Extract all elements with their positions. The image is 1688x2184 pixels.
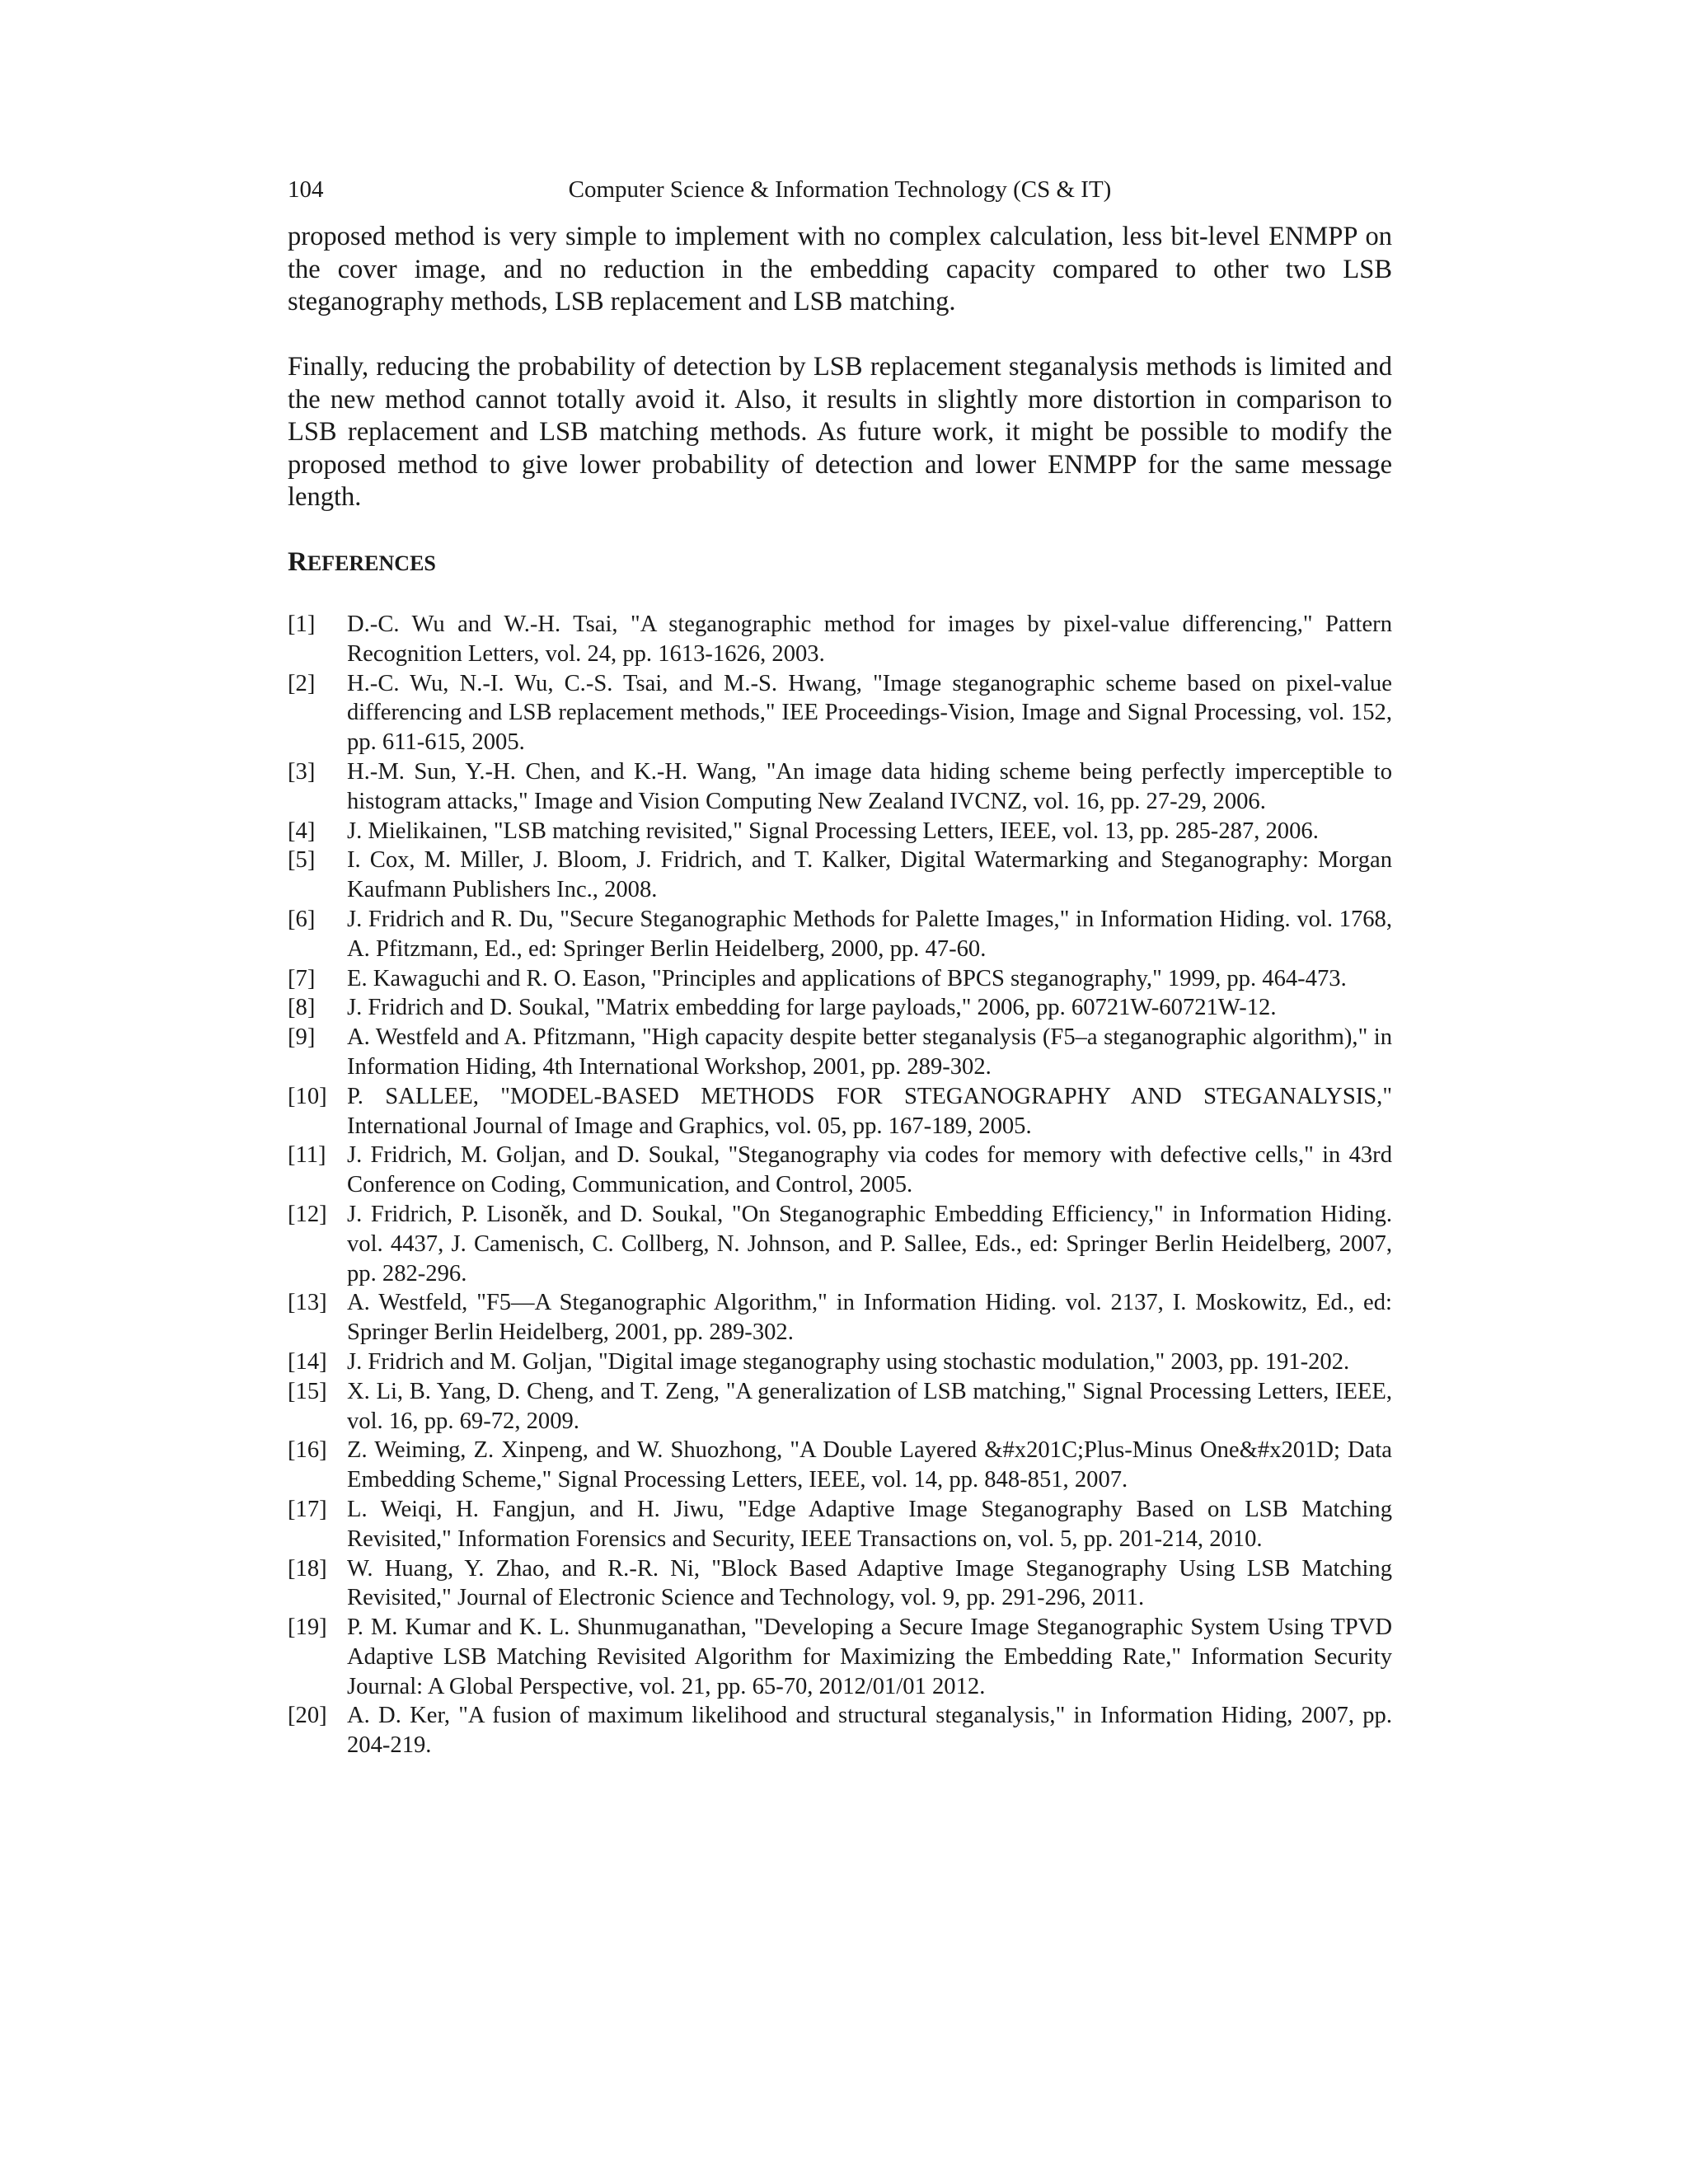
reference-text: A. Westfeld, "F5—A Steganographic Algorithm," in Information Hiding. vol. 2137, I. Moskowitz, Ed., ed: Springer Berlin Heidelberg, 2001, pp. 289-302. bbox=[347, 1290, 1392, 1346]
body-paragraph: proposed method is very simple to implement with no complex calculation, less bit-level ENMPP on the cover image, and no reduction in the embedding capacity compared to other two LSB steganography methods, LSB replacement and LSB matching. bbox=[288, 222, 1392, 316]
reference-text: W. Huang, Y. Zhao, and R.-R. Ni, "Block Based Adaptive Image Steganography Using LSB Matching Revisited," Journal of Electronic Science and Technology, vol. 9, pp. 291-296, 2011. bbox=[347, 1555, 1392, 1611]
body-paragraph: Finally, reducing the probability of detection by LSB replacement steganalysis methods is limited and the new method cannot totally avoid it. Also, it results in slightly more distortion in comparison to LSB replacement and LSB matching methods. As future work, it might be possible to modify the proposed method to give lower probability of detection and lower ENMPP for the same message length. bbox=[288, 352, 1392, 512]
reference-text: A. D. Ker, "A fusion of maximum likelihood and structural steganalysis," in Information Hiding, 2007, pp. 204-219. bbox=[347, 1703, 1392, 1759]
reference-item bbox=[288, 1141, 1392, 1200]
reference-item bbox=[288, 1377, 1392, 1436]
references-heading bbox=[288, 544, 436, 582]
running-title: Computer Science & Information Technology (CS & IT) bbox=[568, 176, 1112, 203]
reference-item bbox=[288, 817, 1392, 846]
reference-item bbox=[288, 757, 1392, 817]
reference-item bbox=[288, 1200, 1392, 1288]
reference-number: [3] bbox=[288, 758, 316, 785]
reference-text: J. Fridrich, P. Lisoněk, and D. Soukal, "On Steganographic Embedding Efficiency," in Information Hiding. vol. 4437, J. Camenisch, C. Collberg, N. Johnson, and P. Sallee, Eds., ed: Springer Berlin Heidelberg, 2007, pp. 282-296. bbox=[347, 1201, 1392, 1286]
reference-text: Z. Weiming, Z. Xinpeng, and W. Shuozhong, "A Double Layered &#x201C;Plus-Minus One&#x201D; Data Embedding Scheme," Signal Processing Letters, IEEE, vol. 14, pp. 848-851, 2007. bbox=[347, 1437, 1392, 1493]
reference-number: [5] bbox=[288, 847, 316, 874]
reference-item bbox=[288, 1288, 1392, 1347]
reference-text: J. Fridrich, M. Goljan, and D. Soukal, "Steganography via codes for memory with defective cells," in 43rd Conference on Coding, Communication, and Control, 2005. bbox=[347, 1142, 1392, 1198]
reference-item bbox=[288, 964, 1392, 994]
reference-item bbox=[288, 1613, 1392, 1701]
reference-number: [6] bbox=[288, 906, 316, 932]
reference-text: J. Fridrich and D. Soukal, "Matrix embedding for large payloads," 2006, pp. 60721W-60721W-12. bbox=[347, 995, 1277, 1021]
reference-number: [17] bbox=[288, 1496, 327, 1522]
reference-text: J. Fridrich and M. Goljan, "Digital image steganography using stochastic modulation," 2003, pp. 191-202. bbox=[347, 1348, 1350, 1375]
reference-number: [18] bbox=[288, 1555, 327, 1582]
references-heading-rest: EFERENCES bbox=[307, 551, 436, 575]
reference-item bbox=[288, 610, 1392, 669]
reference-number: [19] bbox=[288, 1615, 327, 1641]
reference-number: [4] bbox=[288, 818, 316, 844]
reference-text: E. Kawaguchi and R. O. Eason, "Principles and applications of BPCS steganography," 1999, pp. 464-473. bbox=[347, 965, 1347, 991]
reference-text: A. Westfeld and A. Pfitzmann, "High capacity despite better steganalysis (F5–a steganographic algorithm)," in Information Hiding, 4th International Workshop, 2001, pp. 289-302. bbox=[347, 1024, 1392, 1080]
reference-item bbox=[288, 1082, 1392, 1141]
reference-number: [12] bbox=[288, 1201, 327, 1227]
reference-number: [11] bbox=[288, 1142, 326, 1169]
page-number: 104 bbox=[288, 176, 324, 203]
reference-item bbox=[288, 905, 1392, 964]
reference-item bbox=[288, 1701, 1392, 1760]
reference-text: J. Fridrich and R. Du, "Secure Steganographic Methods for Palette Images," in Information Hiding. vol. 1768, A. Pfitzmann, Ed., ed: Springer Berlin Heidelberg, 2000, pp. 47-60. bbox=[347, 906, 1392, 962]
reference-number: [1] bbox=[288, 612, 316, 637]
reference-number: [20] bbox=[288, 1703, 327, 1729]
reference-number: [2] bbox=[288, 670, 316, 696]
reference-text: H.-C. Wu, N.-I. Wu, C.-S. Tsai, and M.-S. Hwang, "Image steganographic scheme based on pixel-value differencing and LSB replacement methods," IEE Proceedings-Vision, Image and Signal Processing, vol. 152, pp. 611-615, 2005. bbox=[347, 670, 1392, 756]
reference-text: H.-M. Sun, Y.-H. Chen, and K.-H. Wang, "An image data hiding scheme being perfectly imperceptible to histogram attacks," Image and Vision Computing New Zealand IVCNZ, vol. 16, pp. 27-29, 2006. bbox=[347, 758, 1392, 814]
reference-number: [15] bbox=[288, 1378, 327, 1404]
reference-number: [8] bbox=[288, 995, 316, 1021]
reference-item bbox=[288, 1436, 1392, 1495]
reference-number: [14] bbox=[288, 1348, 327, 1375]
reference-item bbox=[288, 993, 1392, 1023]
reference-item bbox=[288, 1554, 1392, 1614]
reference-item bbox=[288, 669, 1392, 757]
references-list bbox=[288, 610, 1392, 1760]
reference-text: P. SALLEE, "MODEL-BASED METHODS FOR STEGANOGRAPHY AND STEGANALYSIS," International Journal of Image and Graphics, vol. 05, pp. 167-189, 2005. bbox=[347, 1083, 1392, 1139]
reference-text: P. M. Kumar and K. L. Shunmuganathan, "Developing a Secure Image Steganographic System Using TPVD Adaptive LSB Matching Revisited Algorithm for Maximizing the Embedding Rate," Information Security Journal: A Global Perspective, vol. 21, pp. 65-70, 2012/01/01 2012. bbox=[347, 1615, 1392, 1699]
reference-text: X. Li, B. Yang, D. Cheng, and T. Zeng, "A generalization of LSB matching," Signal Processing Letters, IEEE, vol. 16, pp. 69-72, 2009. bbox=[347, 1378, 1392, 1434]
reference-number: [16] bbox=[288, 1437, 327, 1464]
reference-item bbox=[288, 1495, 1392, 1554]
reference-number: [13] bbox=[288, 1290, 327, 1316]
reference-number: [9] bbox=[288, 1024, 316, 1051]
page-header bbox=[288, 171, 1392, 208]
reference-text: J. Mielikainen, "LSB matching revisited," Signal Processing Letters, IEEE, vol. 13, pp. 285-287, 2006. bbox=[347, 818, 1319, 844]
references-heading-initial: R bbox=[288, 547, 307, 577]
reference-item bbox=[288, 1023, 1392, 1082]
reference-text: I. Cox, M. Miller, J. Bloom, J. Fridrich, and T. Kalker, Digital Watermarking and Steganography: Morgan Kaufmann Publishers Inc., 2008. bbox=[347, 847, 1392, 903]
reference-item bbox=[288, 846, 1392, 905]
reference-item bbox=[288, 1347, 1392, 1377]
reference-number: [7] bbox=[288, 965, 316, 991]
reference-text: L. Weiqi, H. Fangjun, and H. Jiwu, "Edge Adaptive Image Steganography Based on LSB Matching Revisited," Information Forensics and Security, IEEE Transactions on, vol. 5, pp. 201-214, 2010. bbox=[347, 1496, 1392, 1552]
reference-text: D.-C. Wu and W.-H. Tsai, "A steganographic method for images by pixel-value differencing," Pattern Recognition Letters, vol. 24, pp. 1613-1626, 2003. bbox=[347, 612, 1392, 667]
reference-number: [10] bbox=[288, 1083, 327, 1109]
